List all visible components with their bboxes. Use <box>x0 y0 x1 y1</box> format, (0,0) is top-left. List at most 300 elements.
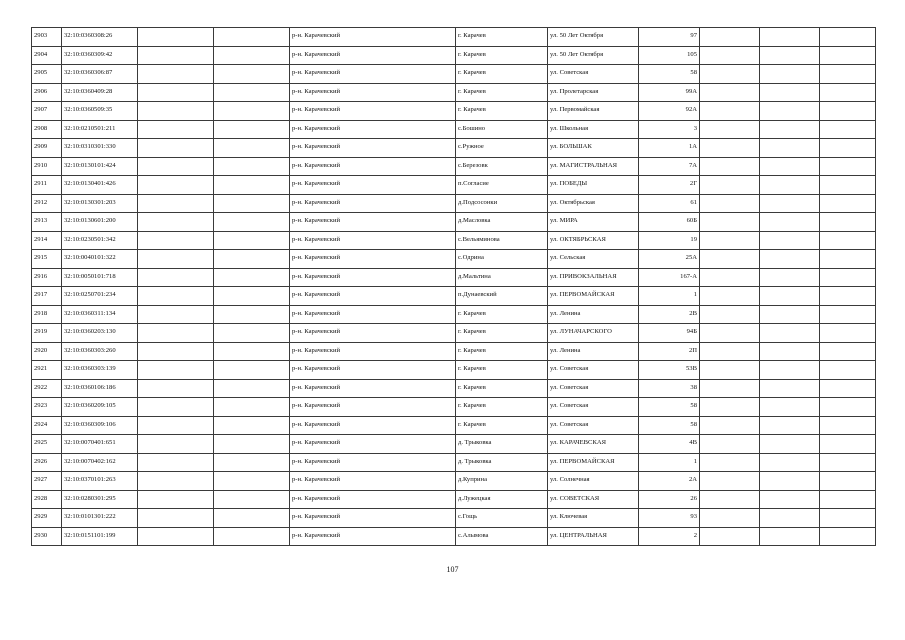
house-number-cell: 99А <box>639 83 700 102</box>
cadastral-number-cell: 32:10:0360309:42 <box>62 46 138 65</box>
street-cell: ул. ПЕРВОМАЙСКАЯ <box>548 287 639 306</box>
street-cell: ул. МИРА <box>548 213 639 232</box>
empty-cell <box>138 231 214 250</box>
row-number-cell: 2923 <box>32 398 62 417</box>
table-row <box>32 231 876 250</box>
cadastral-number-cell: 32:10:0360409:28 <box>62 83 138 102</box>
cadastral-number-cell: 32:10:0070402:162 <box>62 453 138 472</box>
empty-cell <box>214 46 290 65</box>
empty-cell <box>214 398 290 417</box>
empty-cell <box>700 139 760 158</box>
empty-cell <box>820 324 876 343</box>
house-number-cell: 7А <box>639 157 700 176</box>
empty-cell <box>760 416 820 435</box>
house-number-cell: 4В <box>639 435 700 454</box>
district-cell: р-н. Карачевский <box>290 176 456 195</box>
locality-cell: д.Мальтина <box>456 268 548 287</box>
empty-cell <box>138 120 214 139</box>
empty-cell <box>214 139 290 158</box>
empty-cell <box>214 361 290 380</box>
empty-cell <box>138 361 214 380</box>
table-row <box>32 509 876 528</box>
empty-cell <box>700 305 760 324</box>
empty-cell <box>700 527 760 546</box>
empty-cell <box>760 102 820 121</box>
locality-cell: д. Трыковка <box>456 453 548 472</box>
empty-cell <box>820 139 876 158</box>
empty-cell <box>760 398 820 417</box>
empty-cell <box>760 120 820 139</box>
district-cell: р-н. Карачевский <box>290 305 456 324</box>
street-cell: ул. ЦЕНТРАЛЬНАЯ <box>548 527 639 546</box>
empty-cell <box>700 231 760 250</box>
table-row <box>32 379 876 398</box>
street-cell: ул. Ленина <box>548 342 639 361</box>
empty-cell <box>700 120 760 139</box>
empty-cell <box>760 305 820 324</box>
empty-cell <box>700 213 760 232</box>
empty-cell <box>820 287 876 306</box>
row-number-cell: 2924 <box>32 416 62 435</box>
cadastral-number-cell: 32:10:0230501:342 <box>62 231 138 250</box>
locality-cell: г. Карачев <box>456 28 548 47</box>
row-number-cell: 2910 <box>32 157 62 176</box>
street-cell: ул. КАРАЧЕВСКАЯ <box>548 435 639 454</box>
locality-cell: г. Карачев <box>456 102 548 121</box>
empty-cell <box>138 268 214 287</box>
row-number-cell: 2904 <box>32 46 62 65</box>
empty-cell <box>820 453 876 472</box>
locality-cell: г. Карачев <box>456 46 548 65</box>
empty-cell <box>820 65 876 84</box>
empty-cell <box>760 435 820 454</box>
empty-cell <box>820 176 876 195</box>
house-number-cell: 38 <box>639 379 700 398</box>
district-cell: р-н. Карачевский <box>290 472 456 491</box>
empty-cell <box>760 213 820 232</box>
empty-cell <box>138 416 214 435</box>
house-number-cell: 58 <box>639 398 700 417</box>
empty-cell <box>214 490 290 509</box>
table-row <box>32 250 876 269</box>
cadastral-number-cell: 32:10:0070401:651 <box>62 435 138 454</box>
row-number-cell: 2930 <box>32 527 62 546</box>
cadastral-number-cell: 32:10:0360309:106 <box>62 416 138 435</box>
house-number-cell: 1 <box>639 287 700 306</box>
table-row <box>32 268 876 287</box>
empty-cell <box>138 398 214 417</box>
empty-cell <box>820 361 876 380</box>
locality-cell: г. Карачев <box>456 379 548 398</box>
empty-cell <box>214 65 290 84</box>
empty-cell <box>700 416 760 435</box>
row-number-cell: 2915 <box>32 250 62 269</box>
empty-cell <box>214 176 290 195</box>
table-row <box>32 139 876 158</box>
street-cell: ул. Советская <box>548 398 639 417</box>
empty-cell <box>760 250 820 269</box>
empty-cell <box>820 435 876 454</box>
empty-cell <box>214 194 290 213</box>
house-number-cell: 93 <box>639 509 700 528</box>
empty-cell <box>700 102 760 121</box>
empty-cell <box>820 342 876 361</box>
locality-cell: д.Лужецкая <box>456 490 548 509</box>
row-number-cell: 2908 <box>32 120 62 139</box>
empty-cell <box>820 83 876 102</box>
table-row <box>32 527 876 546</box>
district-cell: р-н. Карачевский <box>290 398 456 417</box>
empty-cell <box>820 250 876 269</box>
table-row <box>32 453 876 472</box>
empty-cell <box>214 231 290 250</box>
district-cell: р-н. Карачевский <box>290 379 456 398</box>
table-row <box>32 305 876 324</box>
cadastral-number-cell: 32:10:0360311:134 <box>62 305 138 324</box>
row-number-cell: 2906 <box>32 83 62 102</box>
cadastral-number-cell: 32:10:0360303:139 <box>62 361 138 380</box>
empty-cell <box>760 231 820 250</box>
empty-cell <box>138 46 214 65</box>
district-cell: р-н. Карачевский <box>290 194 456 213</box>
empty-cell <box>214 509 290 528</box>
empty-cell <box>138 490 214 509</box>
row-number-cell: 2912 <box>32 194 62 213</box>
empty-cell <box>214 305 290 324</box>
row-number-cell: 2914 <box>32 231 62 250</box>
table-row <box>32 416 876 435</box>
cadastral-number-cell: 32:10:0130101:424 <box>62 157 138 176</box>
house-number-cell: 2П <box>639 342 700 361</box>
house-number-cell: 2А <box>639 472 700 491</box>
empty-cell <box>760 324 820 343</box>
empty-cell <box>138 287 214 306</box>
district-cell: р-н. Карачевский <box>290 268 456 287</box>
district-cell: р-н. Карачевский <box>290 453 456 472</box>
empty-cell <box>700 379 760 398</box>
empty-cell <box>214 213 290 232</box>
row-number-cell: 2929 <box>32 509 62 528</box>
empty-cell <box>820 213 876 232</box>
house-number-cell: 167-А <box>639 268 700 287</box>
locality-cell: с.Березовк <box>456 157 548 176</box>
locality-cell: с.Алымова <box>456 527 548 546</box>
table-row <box>32 213 876 232</box>
empty-cell <box>700 509 760 528</box>
district-cell: р-н. Карачевский <box>290 46 456 65</box>
street-cell: ул. Ключевая <box>548 509 639 528</box>
street-cell: ул. Сельская <box>548 250 639 269</box>
empty-cell <box>138 472 214 491</box>
empty-cell <box>138 65 214 84</box>
row-number-cell: 2911 <box>32 176 62 195</box>
cadastral-number-cell: 32:10:0210501:211 <box>62 120 138 139</box>
empty-cell <box>760 157 820 176</box>
empty-cell <box>820 194 876 213</box>
empty-cell <box>700 324 760 343</box>
house-number-cell: 1А <box>639 139 700 158</box>
table-row <box>32 342 876 361</box>
empty-cell <box>700 490 760 509</box>
empty-cell <box>820 46 876 65</box>
empty-cell <box>138 176 214 195</box>
house-number-cell: 19 <box>639 231 700 250</box>
cadastral-number-cell: 32:10:0360303:260 <box>62 342 138 361</box>
house-number-cell: 58 <box>639 416 700 435</box>
table-row <box>32 472 876 491</box>
empty-cell <box>214 268 290 287</box>
table-row <box>32 28 876 47</box>
empty-cell <box>138 250 214 269</box>
empty-cell <box>700 46 760 65</box>
house-number-cell: 3 <box>639 120 700 139</box>
empty-cell <box>138 342 214 361</box>
empty-cell <box>214 28 290 47</box>
cadastral-number-cell: 32:10:0040101:322 <box>62 250 138 269</box>
empty-cell <box>820 120 876 139</box>
district-cell: р-н. Карачевский <box>290 435 456 454</box>
district-cell: р-н. Карачевский <box>290 28 456 47</box>
locality-cell: д.Подсосонки <box>456 194 548 213</box>
street-cell: ул. Советская <box>548 65 639 84</box>
empty-cell <box>820 305 876 324</box>
empty-cell <box>214 250 290 269</box>
row-number-cell: 2913 <box>32 213 62 232</box>
district-cell: р-н. Карачевский <box>290 120 456 139</box>
district-cell: р-н. Карачевский <box>290 509 456 528</box>
empty-cell <box>760 527 820 546</box>
empty-cell <box>760 46 820 65</box>
street-cell: ул. Солнечная <box>548 472 639 491</box>
table-row <box>32 287 876 306</box>
locality-cell: д.Куприна <box>456 472 548 491</box>
row-number-cell: 2907 <box>32 102 62 121</box>
house-number-cell: 25А <box>639 250 700 269</box>
table-row <box>32 324 876 343</box>
row-number-cell: 2919 <box>32 324 62 343</box>
empty-cell <box>820 527 876 546</box>
empty-cell <box>700 342 760 361</box>
locality-cell: с.Одрина <box>456 250 548 269</box>
street-cell: ул. Ленина <box>548 305 639 324</box>
locality-cell: с.Гощь <box>456 509 548 528</box>
empty-cell <box>700 250 760 269</box>
empty-cell <box>138 102 214 121</box>
empty-cell <box>214 379 290 398</box>
empty-cell <box>138 527 214 546</box>
district-cell: р-н. Карачевский <box>290 416 456 435</box>
cadastral-number-cell: 32:10:0130301:203 <box>62 194 138 213</box>
empty-cell <box>760 472 820 491</box>
empty-cell <box>820 416 876 435</box>
row-number-cell: 2920 <box>32 342 62 361</box>
empty-cell <box>820 231 876 250</box>
cadastral-number-cell: 32:10:0151101:199 <box>62 527 138 546</box>
row-number-cell: 2903 <box>32 28 62 47</box>
empty-cell <box>700 453 760 472</box>
locality-cell: с.Бошино <box>456 120 548 139</box>
table-row <box>32 490 876 509</box>
cadastral-number-cell: 32:10:0130601:200 <box>62 213 138 232</box>
row-number-cell: 2909 <box>32 139 62 158</box>
district-cell: р-н. Карачевский <box>290 213 456 232</box>
empty-cell <box>760 83 820 102</box>
district-cell: р-н. Карачевский <box>290 83 456 102</box>
house-number-cell: 97 <box>639 28 700 47</box>
empty-cell <box>138 139 214 158</box>
locality-cell: г. Карачев <box>456 65 548 84</box>
street-cell: ул. Школьная <box>548 120 639 139</box>
row-number-cell: 2927 <box>32 472 62 491</box>
empty-cell <box>214 527 290 546</box>
empty-cell <box>214 120 290 139</box>
street-cell: ул. 50 Лет Октября <box>548 28 639 47</box>
locality-cell: п.Согласие <box>456 176 548 195</box>
house-number-cell: 2В <box>639 305 700 324</box>
empty-cell <box>820 472 876 491</box>
row-number-cell: 2922 <box>32 379 62 398</box>
cadastral-number-cell: 32:10:0360306:87 <box>62 65 138 84</box>
empty-cell <box>820 398 876 417</box>
page-number: 107 <box>446 565 459 574</box>
district-cell: р-н. Карачевский <box>290 527 456 546</box>
street-cell: ул. ПРИВОКЗАЛЬНАЯ <box>548 268 639 287</box>
empty-cell <box>138 194 214 213</box>
house-number-cell: 94Б <box>639 324 700 343</box>
empty-cell <box>700 157 760 176</box>
table-row <box>32 157 876 176</box>
empty-cell <box>138 509 214 528</box>
empty-cell <box>760 453 820 472</box>
house-number-cell: 2 <box>639 527 700 546</box>
empty-cell <box>700 287 760 306</box>
locality-cell: г. Карачев <box>456 305 548 324</box>
empty-cell <box>700 472 760 491</box>
house-number-cell: 92А <box>639 102 700 121</box>
street-cell: ул. Пролетарская <box>548 83 639 102</box>
empty-cell <box>214 324 290 343</box>
house-number-cell: 2Г <box>639 176 700 195</box>
empty-cell <box>214 102 290 121</box>
empty-cell <box>700 361 760 380</box>
empty-cell <box>138 453 214 472</box>
empty-cell <box>138 213 214 232</box>
empty-cell <box>214 435 290 454</box>
table-row <box>32 194 876 213</box>
empty-cell <box>820 28 876 47</box>
district-cell: р-н. Карачевский <box>290 287 456 306</box>
district-cell: р-н. Карачевский <box>290 490 456 509</box>
empty-cell <box>214 416 290 435</box>
street-cell: ул. ПОБЕДЫ <box>548 176 639 195</box>
street-cell: ул. Советская <box>548 416 639 435</box>
empty-cell <box>760 509 820 528</box>
empty-cell <box>700 176 760 195</box>
empty-cell <box>760 194 820 213</box>
empty-cell <box>700 194 760 213</box>
district-cell: р-н. Карачевский <box>290 102 456 121</box>
cadastral-number-cell: 32:10:0050101:718 <box>62 268 138 287</box>
locality-cell: г. Карачев <box>456 416 548 435</box>
cadastral-number-cell: 32:10:0360106:186 <box>62 379 138 398</box>
house-number-cell: 60Б <box>639 213 700 232</box>
locality-cell: г. Карачев <box>456 342 548 361</box>
street-cell: ул. Октябрьская <box>548 194 639 213</box>
district-cell: р-н. Карачевский <box>290 231 456 250</box>
empty-cell <box>760 268 820 287</box>
locality-cell: с.Вельяминова <box>456 231 548 250</box>
house-number-cell: 26 <box>639 490 700 509</box>
empty-cell <box>700 268 760 287</box>
cadastral-number-cell: 32:10:0250701:234 <box>62 287 138 306</box>
empty-cell <box>214 472 290 491</box>
locality-cell: п.Дунаевский <box>456 287 548 306</box>
empty-cell <box>700 435 760 454</box>
empty-cell <box>820 379 876 398</box>
district-cell: р-н. Карачевский <box>290 157 456 176</box>
street-cell: ул. ОКТЯБРЬСКАЯ <box>548 231 639 250</box>
locality-cell: г. Карачев <box>456 398 548 417</box>
empty-cell <box>214 453 290 472</box>
district-cell: р-н. Карачевский <box>290 250 456 269</box>
row-number-cell: 2925 <box>32 435 62 454</box>
cadastral-number-cell: 32:10:0360203:130 <box>62 324 138 343</box>
empty-cell <box>760 65 820 84</box>
cadastral-number-cell: 32:10:0101301:222 <box>62 509 138 528</box>
cadastral-number-cell: 32:10:0360509:35 <box>62 102 138 121</box>
empty-cell <box>760 361 820 380</box>
empty-cell <box>138 324 214 343</box>
empty-cell <box>760 342 820 361</box>
locality-cell: г. Карачев <box>456 83 548 102</box>
table-row <box>32 83 876 102</box>
cadastral-number-cell: 32:10:0360308:26 <box>62 28 138 47</box>
empty-cell <box>820 102 876 121</box>
district-cell: р-н. Карачевский <box>290 342 456 361</box>
empty-cell <box>700 398 760 417</box>
house-number-cell: 58 <box>639 65 700 84</box>
empty-cell <box>760 28 820 47</box>
street-cell: ул. БОЛЬШАК <box>548 139 639 158</box>
empty-cell <box>820 509 876 528</box>
row-number-cell: 2918 <box>32 305 62 324</box>
house-number-cell: 53В <box>639 361 700 380</box>
district-cell: р-н. Карачевский <box>290 361 456 380</box>
locality-cell: г. Карачев <box>456 361 548 380</box>
cadastral-number-cell: 32:10:0130401:426 <box>62 176 138 195</box>
empty-cell <box>138 435 214 454</box>
row-number-cell: 2926 <box>32 453 62 472</box>
table-row <box>32 398 876 417</box>
table-row <box>32 102 876 121</box>
empty-cell <box>214 342 290 361</box>
empty-cell <box>820 268 876 287</box>
locality-cell: д.Масловка <box>456 213 548 232</box>
street-cell: ул. Советская <box>548 379 639 398</box>
street-cell: ул. Первомайская <box>548 102 639 121</box>
row-number-cell: 2928 <box>32 490 62 509</box>
row-number-cell: 2905 <box>32 65 62 84</box>
street-cell: ул. МАГИСТРАЛЬНАЯ <box>548 157 639 176</box>
table-body <box>32 28 876 546</box>
locality-cell: д. Трыковка <box>456 435 548 454</box>
empty-cell <box>138 305 214 324</box>
table-row <box>32 361 876 380</box>
row-number-cell: 2916 <box>32 268 62 287</box>
house-number-cell: 61 <box>639 194 700 213</box>
district-cell: р-н. Карачевский <box>290 324 456 343</box>
empty-cell <box>760 287 820 306</box>
